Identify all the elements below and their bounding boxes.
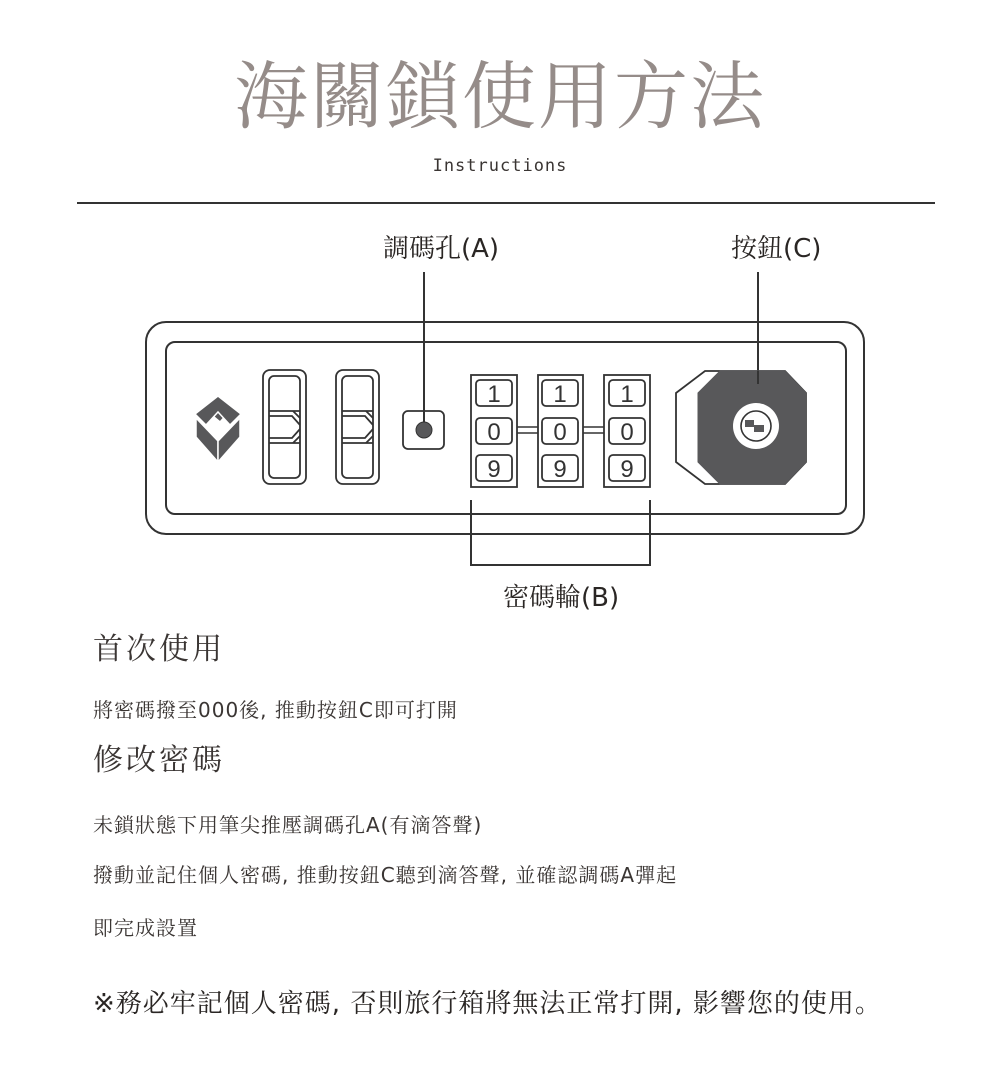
diamond-logo-icon — [195, 396, 244, 462]
dial-1-middle: 0 — [487, 419, 501, 446]
instruction-line: 即完成設置 — [93, 916, 198, 940]
page-title: 海關鎖使用方法 — [234, 54, 766, 140]
dial-2-top: 1 — [553, 381, 567, 408]
page-subtitle: Instructions — [432, 156, 568, 176]
dial-2-middle: 0 — [553, 419, 567, 446]
dial-3-bottom: 9 — [620, 456, 634, 483]
section-heading-first-use: 首次使用 — [93, 632, 225, 667]
instruction-line: 撥動並記住個人密碼, 推動按鈕C聽到滴答聲, 並確認調碼A彈起 — [93, 863, 678, 887]
reset-hole — [416, 422, 432, 438]
label-dials: 密碼輪(B) — [503, 583, 620, 613]
dial-1-top: 1 — [487, 381, 501, 408]
label-reset-hole: 調碼孔(A) — [383, 234, 500, 264]
section-heading-change-code: 修改密碼 — [93, 743, 225, 778]
dial-3-middle: 0 — [620, 419, 634, 446]
dial-3-top: 1 — [620, 381, 634, 408]
lock-button — [676, 371, 806, 484]
dials-bracket — [471, 500, 650, 565]
slider-switches — [263, 370, 379, 484]
label-button: 按鈕(C) — [731, 234, 822, 264]
instruction-line: 將密碼撥至000後, 推動按鈕C即可打開 — [93, 698, 458, 722]
instruction-line: 未鎖狀態下用筆尖推壓調碼孔A(有滴答聲) — [93, 813, 483, 837]
dial-2-bottom: 9 — [553, 456, 567, 483]
warning-note: ※務必牢記個人密碼, 否則旅行箱將無法正常打開, 影響您的使用。 — [93, 989, 882, 1019]
dial-1-bottom: 9 — [487, 456, 501, 483]
